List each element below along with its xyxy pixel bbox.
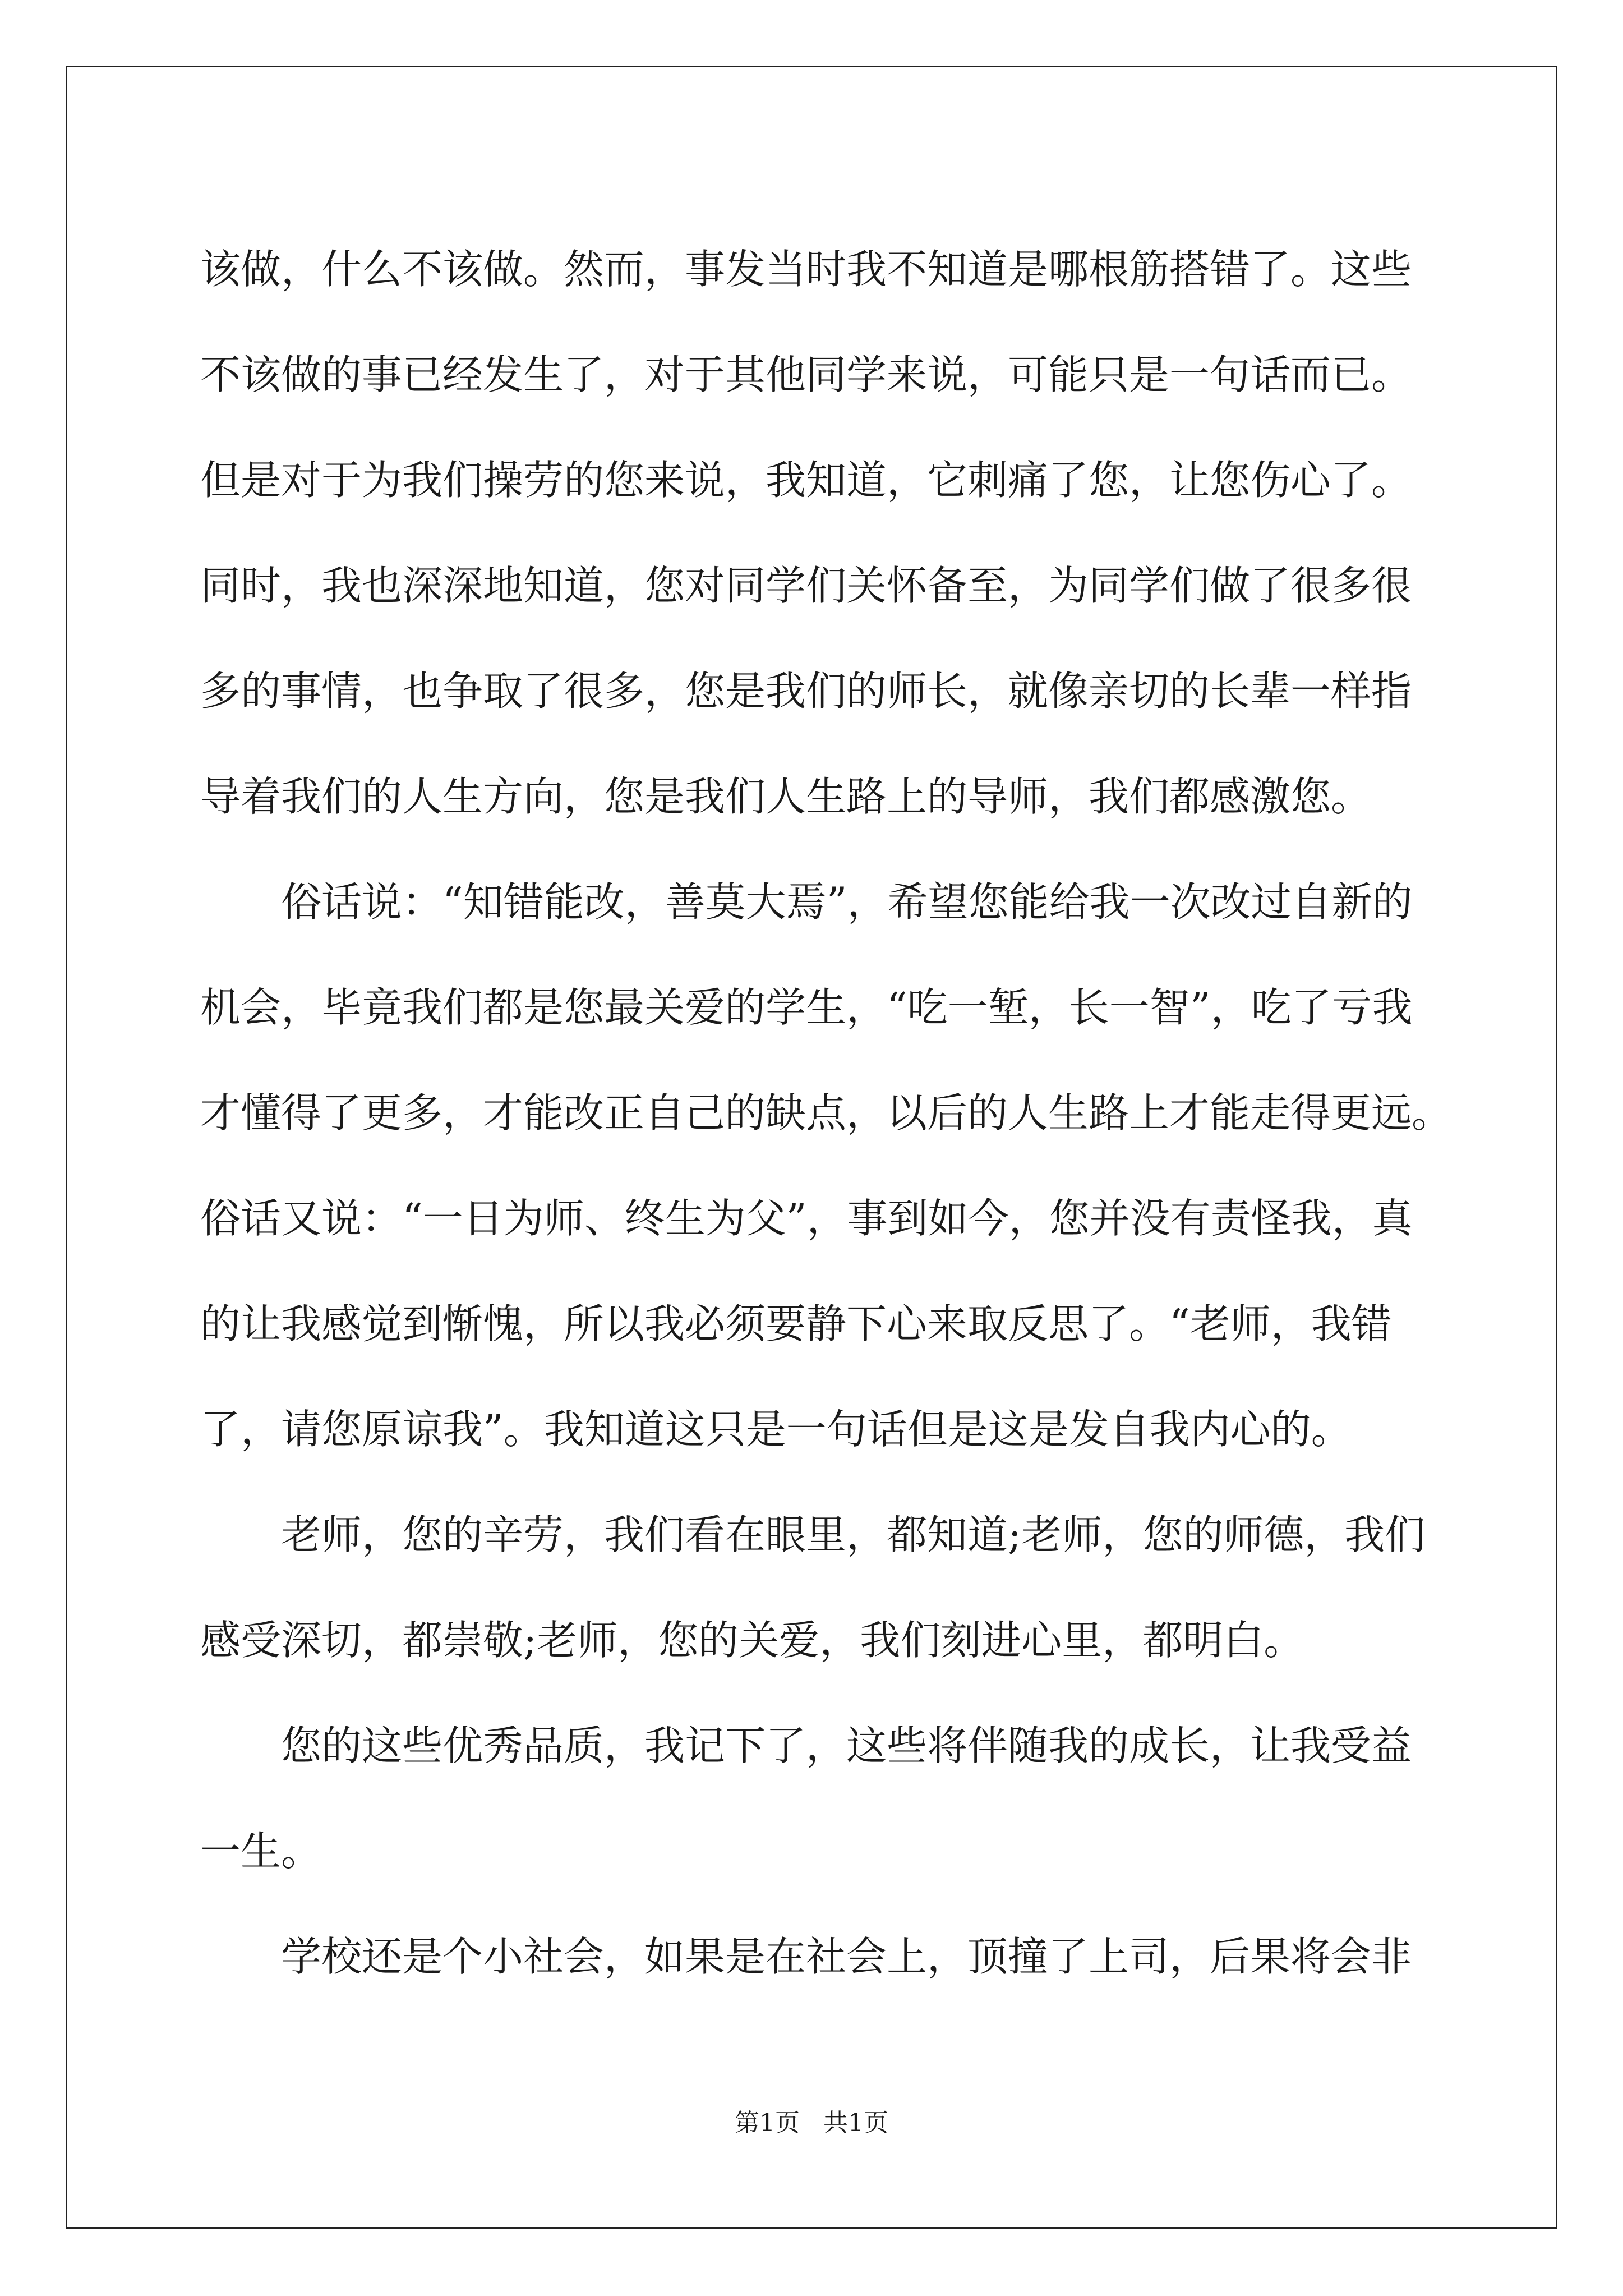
text-line: 才懂得了更多，才能改正自己的缺点，以后的人生路上才能走得更远。 xyxy=(200,1089,1453,1137)
paragraph-start-line: 您的这些优秀品质，我记下了，这些将伴随我的成长，让我受益 xyxy=(281,1722,1412,1769)
text-line: 俗话又说：“一日为师、终生为父”，事到如今，您并没有责怪我，真 xyxy=(200,1195,1413,1242)
document-body xyxy=(200,217,1453,2009)
text-line: 不该做的事已经发生了，对于其他同学来说，可能只是一句话而已。 xyxy=(200,351,1412,398)
text-line: 该做，什么不该做。然而，事发当时我不知道是哪根筋搭错了。这些 xyxy=(200,246,1412,293)
text-line: 了，请您原谅我”。我知道这只是一句话但是这是发自我内心的。 xyxy=(200,1406,1352,1453)
text-line: 感受深切，都崇敬;老师，您的关爱，我们刻进心里，都明白。 xyxy=(200,1617,1304,1664)
paragraph-start-line: 俗话说：“知错能改，善莫大焉”，希望您能给我一次改过自新的 xyxy=(281,878,1413,926)
page-footer: 第1页 共1页 xyxy=(735,2109,888,2137)
text-line: 机会，毕竟我们都是您最关爱的学生，“吃一堑，长一智”，吃了亏我 xyxy=(200,984,1413,1031)
text-line: 多的事情，也争取了很多，您是我们的师长，就像亲切的长辈一样指 xyxy=(200,668,1412,715)
text-line: 一生。 xyxy=(200,1828,322,1875)
text-line: 同时，我也深深地知道，您对同学们关怀备至，为同学们做了很多很 xyxy=(200,562,1412,609)
text-line: 导着我们的人生方向，您是我们人生路上的导师，我们都感激您。 xyxy=(200,773,1372,820)
text-line: 的让我感觉到惭愧，所以我必须要静下心来取反思了。“老师，我错 xyxy=(200,1300,1392,1347)
paragraph-start-line: 老师，您的辛劳，我们看在眼里，都知道;老师，您的师德，我们 xyxy=(281,1511,1426,1558)
paragraph-start-line: 学校还是个小社会，如果是在社会上，顶撞了上司，后果将会非 xyxy=(281,1933,1412,1980)
text-line: 但是对于为我们操劳的您来说，我知道，它刺痛了您，让您伤心了。 xyxy=(200,457,1412,504)
